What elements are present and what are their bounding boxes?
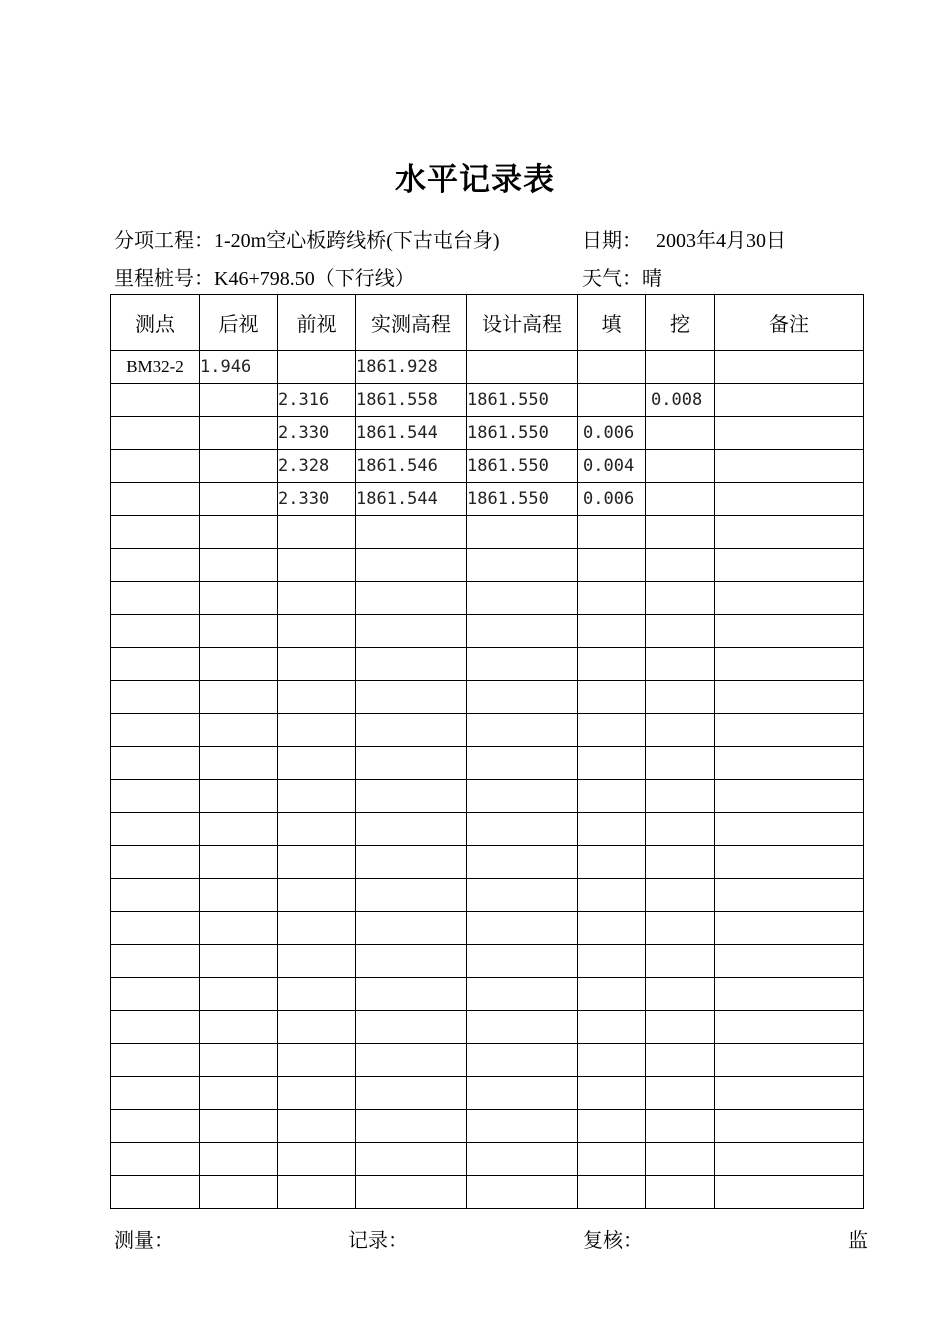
table-cell [278, 846, 356, 879]
table-cell [111, 1044, 200, 1077]
table-cell [578, 846, 646, 879]
table-cell [356, 615, 467, 648]
table-cell [200, 747, 278, 780]
table-cell: 2.330 [278, 417, 356, 450]
table-cell [111, 615, 200, 648]
table-cell [356, 912, 467, 945]
table-cell [200, 780, 278, 813]
table-cell [200, 846, 278, 879]
table-cell [578, 1143, 646, 1176]
table-cell [278, 1110, 356, 1143]
table-cell [356, 945, 467, 978]
table-cell [578, 648, 646, 681]
table-cell [356, 1143, 467, 1176]
table-cell [200, 1044, 278, 1077]
table-cell [715, 384, 864, 417]
table-cell [200, 945, 278, 978]
table-cell [200, 879, 278, 912]
table-cell [578, 1044, 646, 1077]
table-cell: 0.008 [646, 384, 715, 417]
table-cell [278, 813, 356, 846]
station-line [114, 262, 415, 291]
table-cell [715, 780, 864, 813]
table-cell [278, 549, 356, 582]
table-cell [715, 1110, 864, 1143]
table-cell [200, 1011, 278, 1044]
footer-measure: 测量： [114, 1228, 174, 1252]
table-row [111, 813, 864, 846]
table-cell [715, 1176, 864, 1209]
table-cell [578, 945, 646, 978]
table-cell [356, 780, 467, 813]
table-cell [356, 879, 467, 912]
table-cell [715, 1077, 864, 1110]
header-cell: 挖 [646, 295, 715, 351]
table-cell [111, 1077, 200, 1110]
table-cell [646, 615, 715, 648]
table-cell: 0.004 [578, 450, 646, 483]
table-cell [111, 483, 200, 516]
table-cell [578, 516, 646, 549]
table-cell [278, 1044, 356, 1077]
table-header-row [111, 295, 864, 351]
table-cell: 2.330 [278, 483, 356, 516]
table-cell [715, 615, 864, 648]
table-row [111, 1044, 864, 1077]
table-cell [578, 978, 646, 1011]
footer-supervisor-partial: 监 [848, 1228, 868, 1252]
table-cell [646, 978, 715, 1011]
table-cell [356, 1011, 467, 1044]
table-cell [578, 582, 646, 615]
table-cell [356, 714, 467, 747]
table-cell [646, 351, 715, 384]
table-row [111, 1077, 864, 1110]
table-row [111, 648, 864, 681]
table-row [111, 780, 864, 813]
table-cell [578, 1011, 646, 1044]
station-label: 里程桩号： [114, 266, 214, 290]
table-cell [646, 1044, 715, 1077]
table-cell [111, 978, 200, 1011]
table-cell [646, 747, 715, 780]
table-cell [356, 549, 467, 582]
table-cell [467, 681, 578, 714]
table-cell [467, 714, 578, 747]
table-cell [715, 450, 864, 483]
table-cell [715, 417, 864, 450]
table-row [111, 1011, 864, 1044]
table-cell [200, 978, 278, 1011]
table-cell [715, 582, 864, 615]
table-cell [467, 1077, 578, 1110]
table-cell [278, 780, 356, 813]
table-cell [646, 945, 715, 978]
table-row [111, 384, 864, 417]
table-cell [646, 1110, 715, 1143]
table-cell [646, 450, 715, 483]
page-title: 水平记录表 [395, 162, 555, 198]
table-cell [646, 681, 715, 714]
header-cell: 前视 [278, 295, 356, 351]
table-row [111, 978, 864, 1011]
table-cell [578, 879, 646, 912]
table-cell [715, 681, 864, 714]
table-cell [200, 516, 278, 549]
footer-review: 复核： [583, 1228, 643, 1252]
table-cell [715, 879, 864, 912]
table-cell [467, 549, 578, 582]
table-cell [111, 516, 200, 549]
table-cell [200, 813, 278, 846]
table-cell [200, 417, 278, 450]
table-row [111, 945, 864, 978]
table-cell [646, 879, 715, 912]
project-line [114, 224, 500, 253]
table-row [111, 549, 864, 582]
table-cell [646, 549, 715, 582]
table-cell [578, 615, 646, 648]
table-cell [715, 978, 864, 1011]
table-cell [111, 714, 200, 747]
table-cell [278, 1176, 356, 1209]
table-cell [200, 615, 278, 648]
table-cell [578, 747, 646, 780]
table-cell [278, 945, 356, 978]
project-value: 1-20m空心板跨线桥(下古屯台身) [214, 230, 500, 252]
table-cell [356, 1044, 467, 1077]
table-cell [646, 1011, 715, 1044]
table-cell [278, 747, 356, 780]
table-cell [278, 714, 356, 747]
table-cell [200, 384, 278, 417]
table-cell [278, 351, 356, 384]
table-cell [356, 582, 467, 615]
table-cell [111, 384, 200, 417]
table-cell [356, 747, 467, 780]
table-cell: 1861.546 [356, 450, 467, 483]
table-cell [578, 384, 646, 417]
table-row [111, 615, 864, 648]
table-cell [111, 681, 200, 714]
table-cell [111, 846, 200, 879]
weather-value: 晴 [642, 266, 662, 290]
table-cell [715, 813, 864, 846]
table-cell [278, 978, 356, 1011]
table-cell [200, 1176, 278, 1209]
table-cell [200, 714, 278, 747]
table-cell [578, 780, 646, 813]
table-cell [111, 1143, 200, 1176]
table-cell [356, 1110, 467, 1143]
table-cell [111, 945, 200, 978]
table-cell [111, 1176, 200, 1209]
table-cell [578, 549, 646, 582]
table-cell [200, 1077, 278, 1110]
header-cell: 后视 [200, 295, 278, 351]
table-cell: 0.006 [578, 483, 646, 516]
table-cell [646, 813, 715, 846]
table-row [111, 417, 864, 450]
table-cell [578, 1176, 646, 1209]
table-cell [467, 945, 578, 978]
table-cell [467, 615, 578, 648]
header-cell: 设计高程 [467, 295, 578, 351]
table-cell [467, 1110, 578, 1143]
table-cell: 1861.550 [467, 483, 578, 516]
table-cell [111, 912, 200, 945]
table-cell [278, 582, 356, 615]
table-cell [646, 1077, 715, 1110]
table-cell [715, 945, 864, 978]
table-cell [715, 1011, 864, 1044]
table-cell [578, 681, 646, 714]
table-cell [278, 1011, 356, 1044]
table-cell [111, 879, 200, 912]
table-row [111, 912, 864, 945]
table-cell: 1861.544 [356, 417, 467, 450]
table-row [111, 1176, 864, 1209]
table-cell [646, 1176, 715, 1209]
table-row [111, 1143, 864, 1176]
table-cell [467, 780, 578, 813]
table-cell [646, 648, 715, 681]
table-cell [200, 912, 278, 945]
table-cell [200, 549, 278, 582]
table-cell [200, 483, 278, 516]
date-value: 2003年4月30日 [656, 230, 786, 252]
table-cell [278, 1143, 356, 1176]
table-cell: BM32-2 [111, 351, 200, 384]
table-cell [111, 1110, 200, 1143]
table-cell [467, 912, 578, 945]
table-cell [715, 351, 864, 384]
table-row [111, 747, 864, 780]
footer-record: 记录： [348, 1228, 408, 1252]
table-cell [715, 714, 864, 747]
table-row [111, 681, 864, 714]
table-cell [715, 483, 864, 516]
table-cell [467, 516, 578, 549]
table-cell: 1861.550 [467, 384, 578, 417]
table-cell [715, 516, 864, 549]
table-cell [356, 516, 467, 549]
table-row [111, 714, 864, 747]
table-cell [467, 1011, 578, 1044]
table-cell [646, 846, 715, 879]
table-cell [111, 747, 200, 780]
header-cell: 实测高程 [356, 295, 467, 351]
table-cell [715, 1143, 864, 1176]
table-cell [646, 417, 715, 450]
table-row [111, 516, 864, 549]
table-cell [200, 450, 278, 483]
table-cell [356, 1077, 467, 1110]
table-cell [715, 846, 864, 879]
table-row [111, 846, 864, 879]
table-cell [278, 615, 356, 648]
table-cell [467, 1143, 578, 1176]
table-cell [111, 582, 200, 615]
table-cell [278, 516, 356, 549]
table-cell [200, 1143, 278, 1176]
table-cell [646, 912, 715, 945]
table-cell [278, 879, 356, 912]
header-cell: 测点 [111, 295, 200, 351]
table-cell [200, 582, 278, 615]
header-cell: 填 [578, 295, 646, 351]
table-cell [578, 1077, 646, 1110]
table-cell: 1861.550 [467, 417, 578, 450]
weather-label: 天气： [582, 266, 642, 290]
table-cell [467, 978, 578, 1011]
table-cell [646, 714, 715, 747]
table-cell [111, 450, 200, 483]
table-cell [200, 648, 278, 681]
table-cell: 2.328 [278, 450, 356, 483]
table-cell [356, 846, 467, 879]
table-cell [200, 1110, 278, 1143]
project-label: 分项工程： [114, 228, 214, 252]
table-cell: 0.006 [578, 417, 646, 450]
table-cell [467, 813, 578, 846]
table-cell [356, 978, 467, 1011]
table-cell [356, 1176, 467, 1209]
table-cell [111, 549, 200, 582]
table-cell [278, 1077, 356, 1110]
weather-line [582, 262, 662, 291]
table-row [111, 450, 864, 483]
table-cell [715, 648, 864, 681]
table-cell [646, 1143, 715, 1176]
table-cell [646, 516, 715, 549]
level-record-table [110, 294, 864, 1209]
table-cell [467, 1044, 578, 1077]
table-cell [356, 648, 467, 681]
table-row [111, 483, 864, 516]
table-cell [467, 648, 578, 681]
table-row [111, 1110, 864, 1143]
table-cell [467, 1176, 578, 1209]
table-cell [111, 417, 200, 450]
table-cell [715, 549, 864, 582]
table-cell [715, 1044, 864, 1077]
table-cell [467, 879, 578, 912]
table-cell [278, 681, 356, 714]
table-cell [715, 912, 864, 945]
table-cell [578, 813, 646, 846]
table-cell [200, 681, 278, 714]
table-cell [715, 747, 864, 780]
table-row [111, 879, 864, 912]
header-cell: 备注 [715, 295, 864, 351]
table-row [111, 582, 864, 615]
table-cell [467, 351, 578, 384]
table-cell [578, 1110, 646, 1143]
table-cell [111, 780, 200, 813]
station-value: K46+798.50（下行线） [214, 268, 415, 290]
table-cell: 1861.928 [356, 351, 467, 384]
table-cell [578, 714, 646, 747]
table-cell [278, 912, 356, 945]
table-cell [111, 1011, 200, 1044]
table-cell [356, 681, 467, 714]
table-cell [646, 780, 715, 813]
table-cell [578, 351, 646, 384]
table-cell [111, 648, 200, 681]
table-row [111, 351, 864, 384]
table-cell [646, 483, 715, 516]
table-cell: 2.316 [278, 384, 356, 417]
table-cell: 1861.550 [467, 450, 578, 483]
table-cell [111, 813, 200, 846]
table-cell: 1861.558 [356, 384, 467, 417]
date-line [582, 224, 786, 253]
table-cell [467, 747, 578, 780]
date-label: 日期： [582, 228, 642, 252]
table-cell [578, 912, 646, 945]
table-cell: 1.946 [200, 351, 278, 384]
table-cell [467, 582, 578, 615]
table-cell [646, 582, 715, 615]
table-cell [467, 846, 578, 879]
table-cell [278, 648, 356, 681]
table-cell: 1861.544 [356, 483, 467, 516]
table-cell [356, 813, 467, 846]
